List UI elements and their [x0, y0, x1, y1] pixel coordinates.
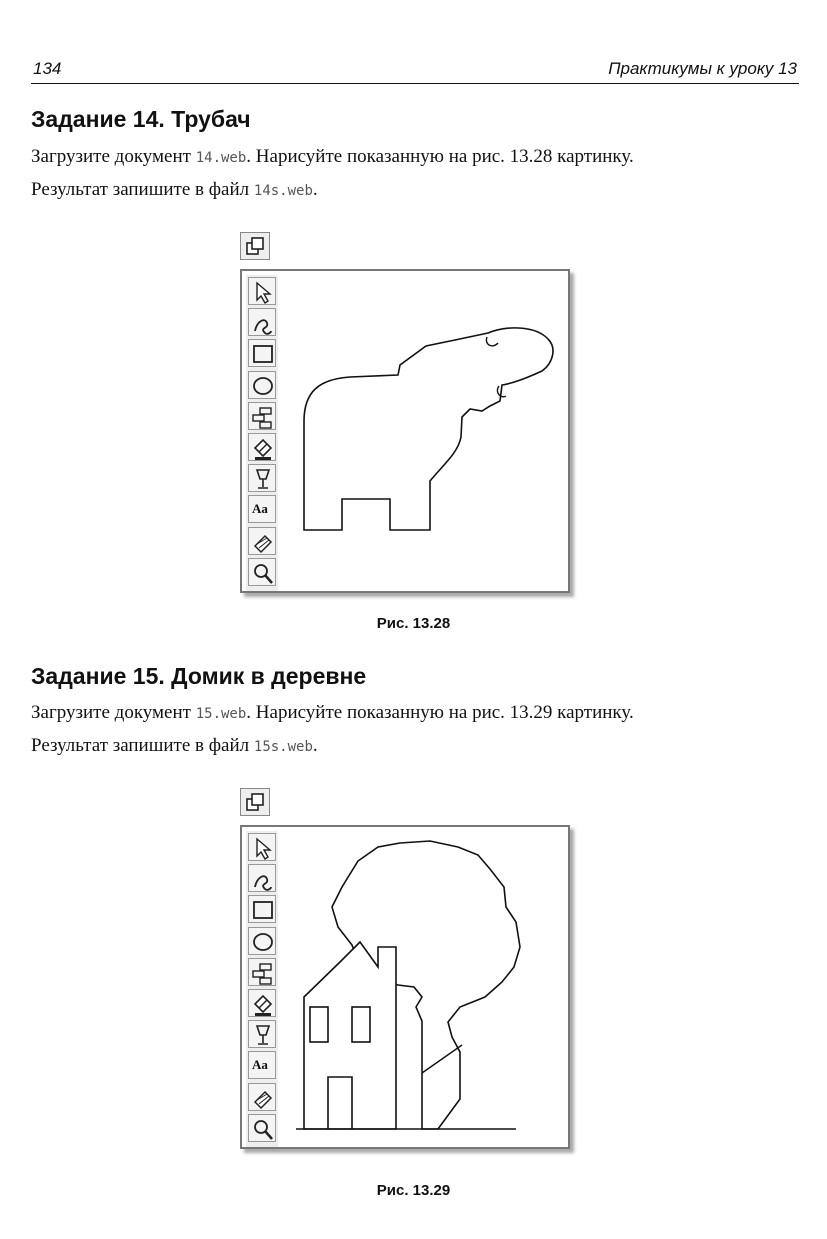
freehand-icon [249, 309, 275, 335]
rectangle-icon [249, 340, 275, 366]
freehand-icon [249, 865, 275, 891]
task14-text: Загрузите документ 14.web. Нарисуйте показанную на рис. 13.28 картинку. Результат запишите в файл 14s.web. [31, 146, 634, 200]
magnifier-icon [249, 1115, 275, 1141]
task15-title: Задание 15. Домик в деревне [31, 663, 367, 689]
arrow-tool-button[interactable] [248, 833, 276, 861]
glass-tool-button[interactable] [248, 464, 276, 492]
group-icon [249, 959, 275, 985]
ellipse-tool-button[interactable] [248, 371, 276, 399]
glass-tool-button[interactable] [248, 1020, 276, 1048]
eraser-icon [249, 1084, 275, 1110]
freehand-tool-button[interactable] [248, 308, 276, 336]
header-rule [31, 83, 799, 84]
freehand-tool-button[interactable] [248, 864, 276, 892]
village-house-drawing [280, 827, 566, 1147]
text-tool-button[interactable] [248, 1051, 276, 1079]
fill-icon [249, 434, 275, 460]
arrow-icon [249, 834, 275, 860]
running-title: Практикумы к уроку 13 [608, 59, 797, 78]
eraser-icon [249, 528, 275, 554]
text-tool-button[interactable] [248, 495, 276, 523]
tool-palette [246, 831, 278, 1147]
eraser-tool-button[interactable] [248, 527, 276, 555]
eraser-tool-button[interactable] [248, 1083, 276, 1111]
mode-toggle-button[interactable] [240, 232, 270, 260]
group-tool-button[interactable] [248, 958, 276, 986]
group-icon [249, 403, 275, 429]
arrow-tool-button[interactable] [248, 277, 276, 305]
rectangle-tool-button[interactable] [248, 895, 276, 923]
text-icon: Aa [252, 501, 268, 517]
copy-icon [241, 789, 269, 815]
figure-caption-13-28: Рис. 13.28 [376, 615, 451, 632]
magnifier-tool-button[interactable] [248, 1114, 276, 1142]
ellipse-icon [249, 372, 275, 398]
copy-icon [241, 233, 269, 259]
tool-palette [246, 275, 278, 591]
figure-13-29 [240, 788, 580, 1158]
arrow-icon [249, 278, 275, 304]
task14-title: Задание 14. Трубач [31, 106, 251, 132]
drawing-window [240, 825, 570, 1149]
figure-caption-13-29: Рис. 13.29 [376, 1182, 451, 1199]
task15-text: Загрузите документ 15.web. Нарисуйте показанную на рис. 13.29 картинку. Результат запишите в файл 15s.web. [31, 702, 634, 756]
group-tool-button[interactable] [248, 402, 276, 430]
glass-icon [249, 465, 275, 491]
task15-file-in: 15.web [195, 706, 247, 722]
page-number: 134 [33, 59, 62, 78]
ellipse-tool-button[interactable] [248, 927, 276, 955]
text-icon: Aa [252, 1057, 268, 1073]
drawing-window [240, 269, 570, 593]
rectangle-tool-button[interactable] [248, 339, 276, 367]
magnifier-tool-button[interactable] [248, 558, 276, 586]
trumpeter-drawing [280, 271, 566, 591]
ellipse-icon [249, 928, 275, 954]
fill-icon [249, 990, 275, 1016]
task15-file-out: 15s.web [253, 739, 313, 755]
mode-toggle-button[interactable] [240, 788, 270, 816]
rectangle-icon [249, 896, 275, 922]
figure-13-28 [240, 232, 580, 602]
glass-icon [249, 1021, 275, 1047]
fill-tool-button[interactable] [248, 433, 276, 461]
task14-file-out: 14s.web [253, 183, 313, 199]
magnifier-icon [249, 559, 275, 585]
task14-file-in: 14.web [195, 150, 247, 166]
fill-tool-button[interactable] [248, 989, 276, 1017]
